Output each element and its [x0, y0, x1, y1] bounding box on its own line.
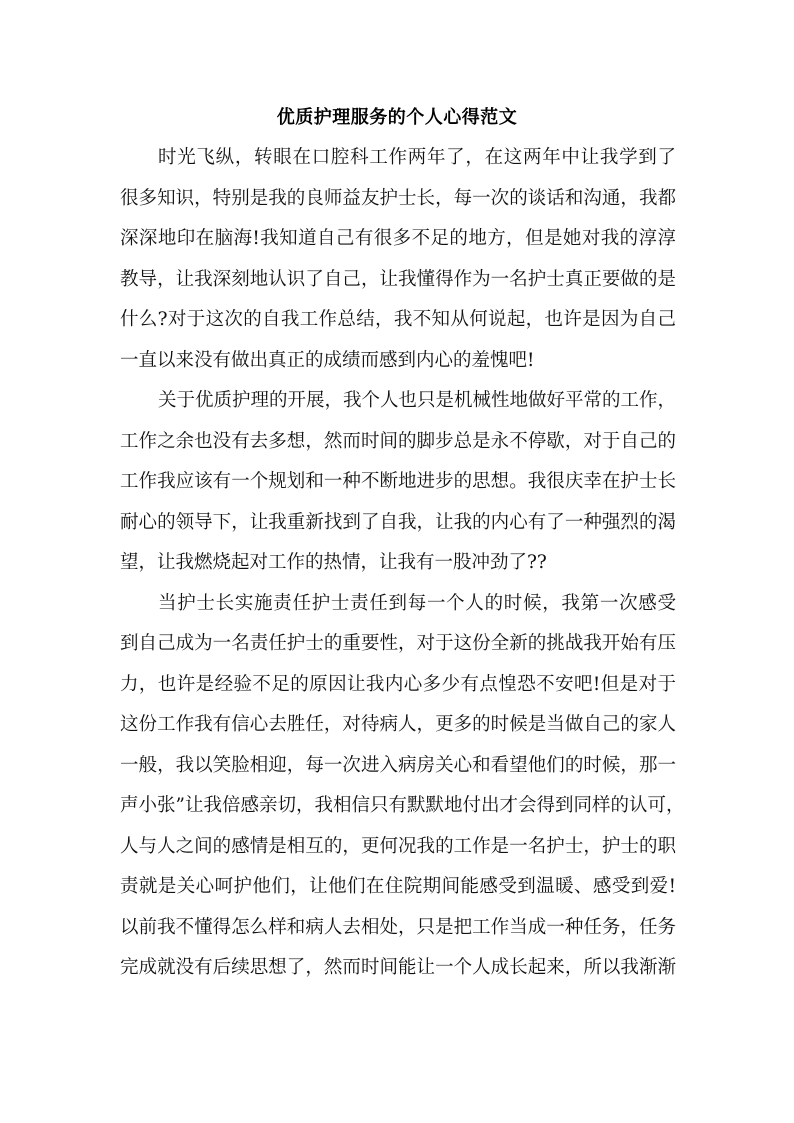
document-body — [120, 138, 685, 989]
paragraph-1-line-2: 很多知识，特别是我的良师益友护士长，每一次的谈话和沟通，我都 — [120, 187, 676, 209]
paragraph-1-line-3: 深深地印在脑海!我知道自己有很多不足的地方，但是她对我的淳淳 — [120, 228, 676, 249]
paragraph-3-line-9: 以前我不懂得怎么样和病人去相处，只是把工作当成一种任务，任务 — [120, 916, 676, 938]
paragraph-1-line-6: 一直以来没有做出真正的成绩而感到内心的羞愧吧! — [120, 349, 535, 371]
paragraph-2-line-3: 工作我应该有一个规划和一种不断地进步的思想。我很庆幸在护士长 — [120, 471, 676, 492]
paragraph-3-line-2: 到自己成为一名责任护士的重要性，对于这份全新的挑战我开始有压 — [120, 633, 676, 654]
paragraph-2-line-2: 工作之余也没有去多想，然而时间的脚步总是永不停歇，对于自己的 — [120, 430, 676, 452]
paragraph-1-line-1: 时光飞纵，转眼在口腔科工作两年了，在这两年中让我学到了 — [158, 147, 676, 168]
document-title: 优质护理服务的个人心得范文 — [276, 107, 518, 128]
paragraph-3-line-6: 声小张”让我倍感亲切，我相信只有默默地付出才会得到同样的认可， — [120, 795, 685, 816]
paragraph-2-line-1: 关于优质护理的开展，我个人也只是机械性地做好平常的工作， — [158, 390, 677, 411]
paragraph-3-line-7: 人与人之间的感情是相互的，更何况我的工作是一名护士，护士的职 — [120, 835, 676, 857]
paragraph-3-line-3: 力，也许是经验不足的原因让我内心多少有点惶恐不安吧!但是对于 — [120, 673, 676, 695]
paragraph-2-line-5: 望，让我燃烧起对工作的热情，让我有一股冲劲了?? — [120, 552, 547, 573]
paragraph-3-line-1: 当护士长实施责任护士责任到每一个人的时候，我第一次感受 — [158, 592, 676, 614]
paragraph-3-line-5: 一般，我以笑脸相迎，每一次进入病房关心和看望他们的时候，那一 — [120, 754, 676, 776]
paragraph-1-line-4: 教导，让我深刻地认识了自己，让我懂得作为一名护士真正要做的是 — [120, 268, 676, 290]
paragraph-3-line-4: 这份工作我有信心去胜任，对待病人，更多的时候是当做自己的家人 — [120, 714, 676, 735]
paragraph-1-line-5: 什么?对于这次的自我工作总结，我不知从何说起，也许是因为自己 — [120, 309, 676, 330]
paragraph-3-line-8: 责就是关心呵护他们，让他们在住院期间能感受到温暖、感受到爱! — [120, 876, 676, 897]
paragraph-2-line-4: 耐心的领导下，让我重新找到了自我，让我的内心有了一种强烈的渴 — [120, 511, 676, 533]
paragraph-3-line-10: 完成就没有后续思想了，然而时间能让一个人成长起来，所以我渐渐 — [120, 957, 676, 978]
